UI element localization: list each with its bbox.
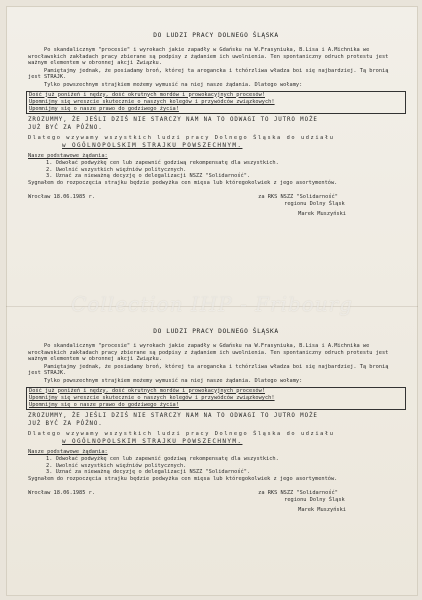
- demands-header: Nasze podstawowe żądania:: [28, 153, 108, 160]
- signature-row: [28, 194, 404, 217]
- call-to-action: Dlatego wzywamy wszystkich ludzi pracy Dolnego Śląska do udziału: [28, 134, 335, 141]
- paragraph-weapon: Pamiętajmy jednak, że posiadamy broń, której ta arogancka i tchórzliwa władza boi się najbardziej. Tą bronią jest STRAJK.: [28, 67, 389, 81]
- issue-date: Wrocław 18.06.1985 r.: [28, 194, 95, 201]
- demands-header: Nasze podstawowe żądania:: [28, 449, 108, 456]
- demand-item: 2. Uwolnić wszystkich więźniów politycznych.: [46, 166, 187, 173]
- signature-block: [258, 194, 346, 217]
- leaflet-title: DO LUDZI PRACY DOLNEGO ŚLĄSKA: [153, 328, 279, 335]
- call-to-action: Dlatego wzywamy wszystkich ludzi pracy Dolnego Śląska do udziału: [28, 430, 335, 437]
- warning-line-2: JUŻ BYĆ ZA PÓŹNO.: [28, 124, 103, 131]
- leaflet-copy-1: [28, 32, 404, 217]
- signature-committee: za RKS NSZZ "Solidarność": [258, 490, 338, 497]
- demands-list: [28, 160, 404, 180]
- leaflet-page: [6, 6, 418, 596]
- strike-heading: w OGÓLNOPOLSKIM STRAJKU POWSZECHNYM.: [62, 438, 243, 446]
- demands-list: [28, 456, 404, 476]
- appeal-line-2: Upomnijmy się wreszcie skutecznie o naszych kolegów i przywódców związkowych!: [29, 394, 275, 401]
- appeal-box: [26, 91, 406, 114]
- signature-name: Marek Muszyński: [298, 506, 346, 513]
- appeal-line-1: Dość już poniżeń i nędzy, dość okrutnych mordów i prowokacyjnych procesów!: [29, 91, 265, 98]
- strike-signal: Sygnałem do rozpoczęcia strajku będzie podwyżka cen mięsa lub któregokolwiek z jego asortymentów.: [28, 179, 338, 186]
- paragraph-general-strike: Tylko powszechnym strajkiem możemy wymusić na niej nasze żądania. Dlatego wołamy:: [44, 81, 303, 88]
- paragraph-general-strike: Tylko powszechnym strajkiem możemy wymusić na niej nasze żądania. Dlatego wołamy:: [44, 377, 303, 384]
- demand-item: 3. Uznać za nieważną decyzję o delegalizacji NSZZ "Solidarność".: [46, 173, 251, 180]
- strike-signal: Sygnałem do rozpoczęcia strajku będzie podwyżka cen mięsa lub któregokolwiek z jego asortymentów.: [28, 475, 338, 482]
- leaflet-title: DO LUDZI PRACY DOLNEGO ŚLĄSKA: [153, 32, 279, 39]
- fold-line: [6, 306, 418, 307]
- demand-item: 3. Uznać za nieważną decyzję o delegalizacji NSZZ "Solidarność".: [46, 469, 251, 476]
- signature-region: regionu Dolny Śląsk: [284, 200, 345, 207]
- leaflet-copy-2: [28, 328, 404, 513]
- demand-item: 2. Uwolnić wszystkich więźniów politycznych.: [46, 462, 187, 469]
- signature-region: regionu Dolny Śląsk: [284, 496, 345, 503]
- demand-item: 1. Odwołać podwyżkę cen lub zapewnić godziwą rekompensatę dla wszystkich.: [46, 159, 279, 166]
- appeal-line-1: Dość już poniżeń i nędzy, dość okrutnych mordów i prowokacyjnych procesów!: [29, 387, 265, 394]
- issue-date: Wrocław 18.06.1985 r.: [28, 490, 95, 497]
- paragraph-trial: Po skandalicznym "procesie" i wyrokach jakie zapadły w Gdańsku na W.Frasyniuka, B.Lisa i A.Michnika we wrocławskich zakładach pracy zbierane są podpisy z żądaniem ich uwolnienia. Ten spontaniczny odruch protestu jest ważnym elementem w obronnej akcji Związku.: [28, 343, 389, 363]
- paragraph-trial: Po skandalicznym "procesie" i wyrokach jakie zapadły w Gdańsku na W.Frasyniuka, B.Lisa i A.Michnika we wrocławskich zakładach pracy zbierane są podpisy z żądaniem ich uwolnienia. Ten spontaniczny odruch protestu jest ważnym elementem w obronnej akcji Związku.: [28, 47, 389, 67]
- appeal-box: [26, 387, 406, 410]
- strike-heading: w OGÓLNOPOLSKIM STRAJKU POWSZECHNYM.: [62, 142, 243, 150]
- signature-row: [28, 490, 404, 513]
- appeal-line-2: Upomnijmy się wreszcie skutecznie o naszych kolegów i przywódców związkowych!: [29, 98, 275, 105]
- signature-committee: za RKS NSZZ "Solidarność": [258, 194, 338, 201]
- warning-line-1: ZROZUMMY, ŻE JEŚLI DZIŚ NIE STARCZY NAM NA TO ODWAGI TO JUTRO MOŻE: [28, 116, 318, 123]
- collection-watermark: Collection IHP - Fribourg: [70, 292, 354, 316]
- appeal-line-3: Upomnijmy się o nasze prawo do godziwego życia!: [29, 402, 179, 409]
- paragraph-weapon: Pamiętajmy jednak, że posiadamy broń, której ta arogancka i tchórzliwa władza boi się najbardziej. Tą bronią jest STRAJK.: [28, 363, 389, 377]
- appeal-line-3: Upomnijmy się o nasze prawo do godziwego życia!: [29, 106, 179, 113]
- warning-line-2: JUŻ BYĆ ZA PÓŹNO.: [28, 420, 103, 427]
- signature-block: [258, 490, 346, 513]
- demand-item: 1. Odwołać podwyżkę cen lub zapewnić godziwą rekompensatę dla wszystkich.: [46, 455, 279, 462]
- signature-name: Marek Muszyński: [298, 210, 346, 217]
- warning-line-1: ZROZUMMY, ŻE JEŚLI DZIŚ NIE STARCZY NAM NA TO ODWAGI TO JUTRO MOŻE: [28, 412, 318, 419]
